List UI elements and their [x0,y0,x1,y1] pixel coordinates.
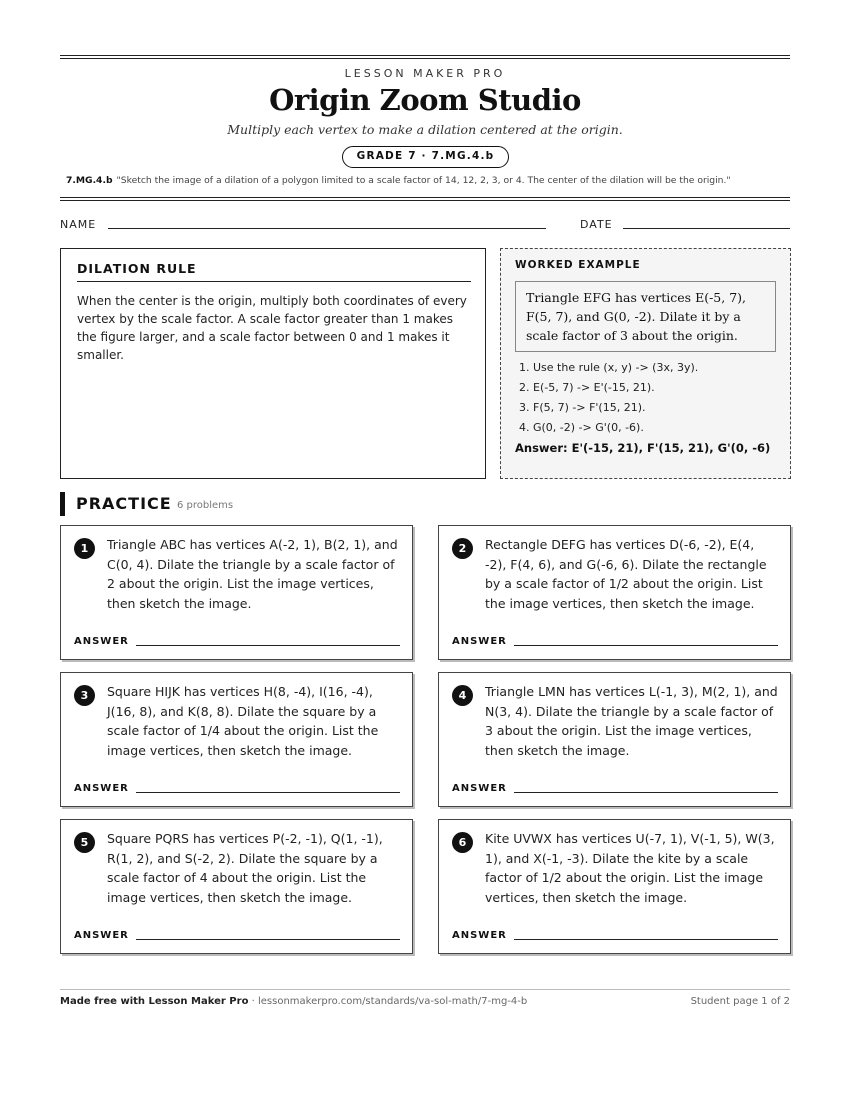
problem-card-1 [60,525,413,660]
problem-card-2 [438,525,791,660]
worked-example-prompt: Triangle EFG has vertices E(-5, 7), F(5, 7), and G(0, -2). Dilate it by a scale factor of 3 about the origin. [515,281,776,352]
problem-text: Triangle LMN has vertices L(-1, 3), M(2, 1), and N(3, 4). Dilate the triangle by a scale factor of 3 about the origin. List the image vertices, then sketch the image. [485,684,778,758]
worked-example-heading: WORKED EXAMPLE [515,259,641,271]
worked-example-box [500,248,791,479]
footer-rule [60,989,790,990]
problem-number: 2 [452,538,473,559]
problem-text: Square PQRS has vertices P(-2, -1), Q(1, -1), R(1, 2), and S(-2, 2). Dilate the square by a scale factor of 4 about the origin. List the image vertices, then sketch the image. [107,831,383,905]
dilation-rule-body: When the center is the origin, multiply both coordinates of every vertex by the scale factor. A scale factor greater than 1 makes the figure larger, and a scale factor between 0 and 1 makes it smaller. [77,294,467,362]
problem-card-3 [60,672,413,807]
problem-text: Triangle ABC has vertices A(-2, 1), B(2, 1), and C(0, 4). Dilate the triangle by a scale factor of 2 about the origin. List the image vertices, then sketch the image. [107,537,398,611]
answer-label: ANSWER [452,783,507,794]
footer-url: · lessonmakerpro.com/standards/va-sol-math/7-mg-4-b [248,996,528,1007]
footer-credit [60,996,527,1007]
worked-example-step: 1. Use the rule (x, y) -> (3x, 3y). [519,361,699,374]
problem-card-6 [438,819,791,954]
header-bottom-double-rule [60,197,790,201]
name-line[interactable] [108,228,546,229]
problem-number: 1 [74,538,95,559]
problem-number: 4 [452,685,473,706]
dilation-rule-heading: DILATION RULE [77,261,471,282]
worked-example-step: 2. E(-5, 7) -> E'(-15, 21). [519,381,655,394]
worked-example-step: 4. G(0, -2) -> G'(0, -6). [519,421,644,434]
standard-code: 7.MG.4.b [66,175,113,186]
standard-text: "Sketch the image of a dilation of a polygon limited to a scale factor of 14, 12, 2, 3, or 4. The center of the dilation will be the origin." [116,175,731,186]
footer-made-with: Made free with Lesson Maker Pro [60,996,249,1007]
footer-page-number: Student page 1 of 2 [690,996,790,1007]
answer-label: ANSWER [74,783,129,794]
page-subtitle: Multiply each vertex to make a dilation centered at the origin. [227,122,623,137]
problem-number: 6 [452,832,473,853]
practice-count: 6 problems [177,500,234,511]
date-label: DATE [580,218,613,231]
worked-example-answer: Answer: E'(-15, 21), F'(15, 21), G'(0, -6) [515,441,771,455]
answer-line[interactable] [136,939,400,940]
problem-text: Kite UVWX has vertices U(-7, 1), V(-1, 5), W(3, 1), and X(-1, -3). Dilate the kite by a scale factor of 1/2 about the origin. List the image vertices, then sketch the image. [485,831,775,905]
problem-card-4 [438,672,791,807]
worked-example-step: 3. F(5, 7) -> F'(15, 21). [519,401,646,414]
answer-line[interactable] [136,792,400,793]
answer-label: ANSWER [452,636,507,647]
answer-label: ANSWER [74,636,129,647]
problem-text: Square HIJK has vertices H(8, -4), I(16, -4), J(16, 8), and K(8, 8). Dilate the square by a scale factor of 1/4 about the origin. List the image vertices, then sketch the image. [107,684,379,758]
practice-title: PRACTICE [76,494,172,513]
answer-line[interactable] [514,939,778,940]
answer-label: ANSWER [452,930,507,941]
problem-number: 3 [74,685,95,706]
date-line[interactable] [623,228,790,229]
page-title: Origin Zoom Studio [269,83,581,117]
answer-label: ANSWER [74,930,129,941]
standard-statement [66,175,796,186]
name-label: NAME [60,218,97,231]
problem-card-5 [60,819,413,954]
top-double-rule [60,55,790,59]
answer-line[interactable] [514,645,778,646]
practice-accent-bar [60,492,65,516]
problem-text: Rectangle DEFG has vertices D(-6, -2), E(4, -2), F(4, 6), and G(-6, 6). Dilate the rectangle by a scale factor of 1/2 about the origin. List the image vertices, then sketch the image. [485,537,767,611]
problem-number: 5 [74,832,95,853]
grade-badge: GRADE 7 · 7.MG.4.b [342,146,509,168]
dilation-rule-box [60,248,486,479]
answer-line[interactable] [136,645,400,646]
answer-line[interactable] [514,792,778,793]
brand-name: LESSON MAKER PRO [344,67,506,80]
